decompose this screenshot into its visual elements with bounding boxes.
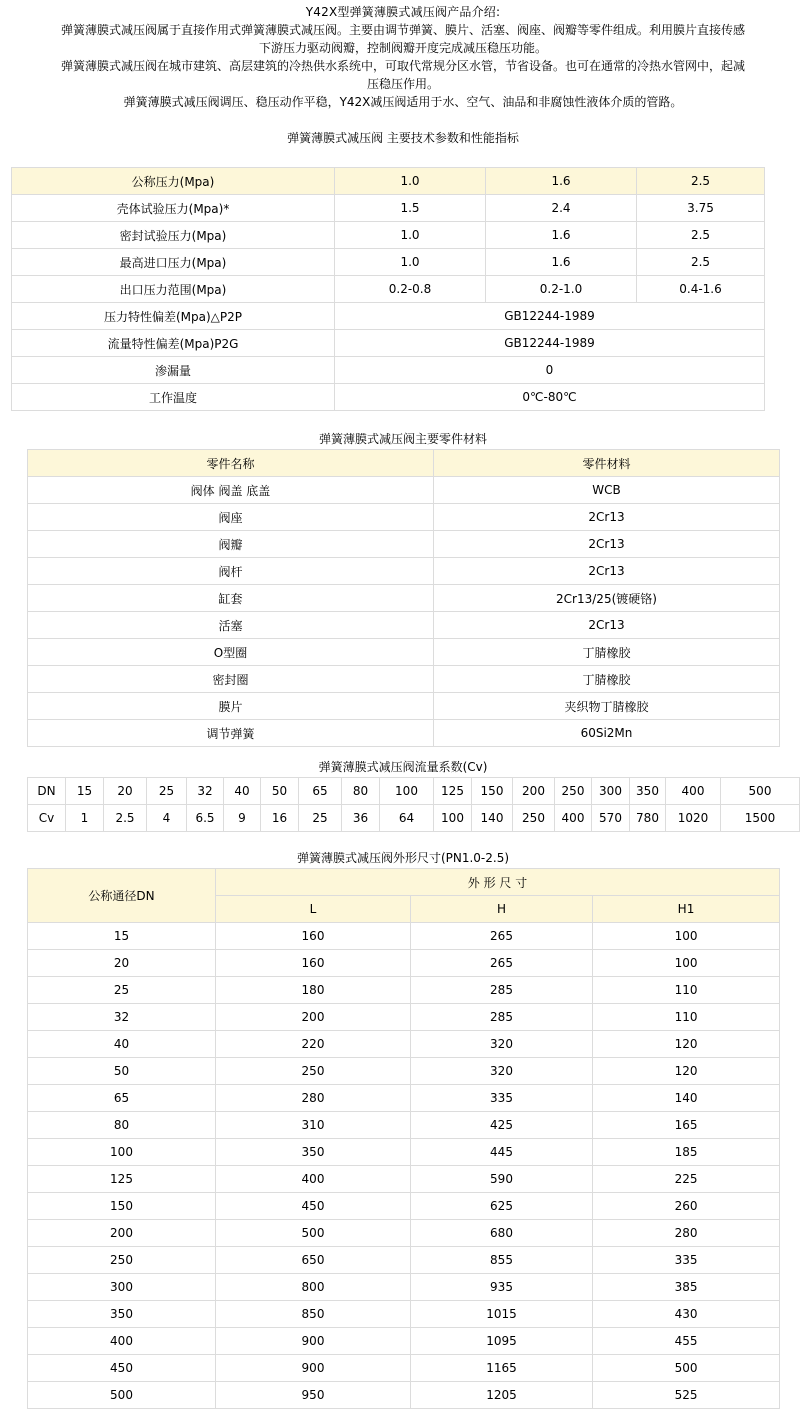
dims-row bbox=[28, 1355, 780, 1382]
materials-row bbox=[28, 477, 780, 504]
dims-value-cell: 100 bbox=[593, 923, 780, 950]
dims-dn-cell: 300 bbox=[28, 1274, 216, 1301]
materials-row bbox=[28, 612, 780, 639]
part-name-cell: 阀杆 bbox=[28, 558, 434, 585]
dims-value-cell: 950 bbox=[216, 1382, 411, 1409]
dims-value-cell: 335 bbox=[593, 1247, 780, 1274]
part-material-cell: 丁腈橡胶 bbox=[434, 639, 780, 666]
spec-row bbox=[12, 195, 765, 222]
dims-value-cell: 120 bbox=[593, 1031, 780, 1058]
part-material-cell: WCB bbox=[434, 477, 780, 504]
spec-value-cell: 0.2-0.8 bbox=[335, 276, 486, 303]
materials-row bbox=[28, 720, 780, 747]
dims-value-cell: 455 bbox=[593, 1328, 780, 1355]
spec-value-cell: 2.5 bbox=[637, 249, 765, 276]
dims-value-cell: 500 bbox=[216, 1220, 411, 1247]
dims-dn-cell: 350 bbox=[28, 1301, 216, 1328]
dims-row bbox=[28, 1031, 780, 1058]
materials-row bbox=[28, 504, 780, 531]
dims-value-cell: 900 bbox=[216, 1355, 411, 1382]
dims-value-cell: 1165 bbox=[411, 1355, 593, 1382]
dims-header-row bbox=[28, 869, 780, 896]
spec-header-cell: 1.0 bbox=[335, 168, 486, 195]
dims-value-cell: 1095 bbox=[411, 1328, 593, 1355]
part-material-cell: 60Si2Mn bbox=[434, 720, 780, 747]
spec-value-cell: 1.0 bbox=[335, 249, 486, 276]
dims-dn-cell: 400 bbox=[28, 1328, 216, 1355]
dims-value-cell: 320 bbox=[411, 1031, 593, 1058]
part-material-cell: 2Cr13 bbox=[434, 531, 780, 558]
dims-value-cell: 285 bbox=[411, 1004, 593, 1031]
dims-value-cell: 185 bbox=[593, 1139, 780, 1166]
dims-row bbox=[28, 1382, 780, 1409]
materials-header-cell: 零件材料 bbox=[434, 450, 780, 477]
part-material-cell: 夹织物丁腈橡胶 bbox=[434, 693, 780, 720]
dims-row bbox=[28, 1112, 780, 1139]
dims-value-cell: 160 bbox=[216, 923, 411, 950]
dims-value-cell: 385 bbox=[593, 1274, 780, 1301]
intro-paragraph-1-line-2: 下游压力驱动阀瓣，控制阀瓣开度完成减压稳压功能。 bbox=[258, 41, 547, 55]
dims-value-cell: 280 bbox=[216, 1085, 411, 1112]
part-name-cell: 阀体 阀盖 底盖 bbox=[28, 477, 434, 504]
spec-header-row bbox=[12, 168, 765, 195]
materials-table-caption: 弹簧薄膜式减压阀主要零件材料 bbox=[318, 432, 487, 446]
dims-value-cell: 525 bbox=[593, 1382, 780, 1409]
dims-value-cell: 1205 bbox=[411, 1382, 593, 1409]
dims-dn-cell: 150 bbox=[28, 1193, 216, 1220]
cv-dn-cell: 150 bbox=[472, 778, 513, 805]
materials-row bbox=[28, 666, 780, 693]
dims-row bbox=[28, 950, 780, 977]
spec-table bbox=[11, 167, 765, 411]
spec-param-label: 工作温度 bbox=[12, 384, 335, 411]
dims-value-cell: 220 bbox=[216, 1031, 411, 1058]
dims-value-cell: 650 bbox=[216, 1247, 411, 1274]
dims-dn-header: 公称通径DN bbox=[28, 869, 216, 923]
spec-row bbox=[12, 384, 765, 411]
dims-dn-cell: 25 bbox=[28, 977, 216, 1004]
dims-value-cell: 120 bbox=[593, 1058, 780, 1085]
dims-dn-cell: 40 bbox=[28, 1031, 216, 1058]
part-name-cell: O型圈 bbox=[28, 639, 434, 666]
materials-row bbox=[28, 558, 780, 585]
cv-table bbox=[27, 777, 800, 832]
spec-row bbox=[12, 276, 765, 303]
cv-value-cell: 1500 bbox=[721, 805, 800, 832]
dims-value-cell: 425 bbox=[411, 1112, 593, 1139]
spec-value-cell: 0℃-80℃ bbox=[335, 384, 765, 411]
spec-param-label: 出口压力范围(Mpa) bbox=[12, 276, 335, 303]
spec-value-cell: 2.5 bbox=[637, 222, 765, 249]
product-intro bbox=[0, 3, 806, 111]
cv-dn-cell: 100 bbox=[380, 778, 434, 805]
cv-value-cell: 400 bbox=[555, 805, 592, 832]
dims-value-cell: 850 bbox=[216, 1301, 411, 1328]
cv-cv-label: Cv bbox=[28, 805, 66, 832]
dims-value-cell: 430 bbox=[593, 1301, 780, 1328]
part-name-cell: 活塞 bbox=[28, 612, 434, 639]
spec-row bbox=[12, 222, 765, 249]
spec-value-cell: GB12244-1989 bbox=[335, 303, 765, 330]
cv-dn-cell: 400 bbox=[666, 778, 721, 805]
dims-dn-cell: 50 bbox=[28, 1058, 216, 1085]
cv-dn-row bbox=[28, 778, 800, 805]
dims-row bbox=[28, 923, 780, 950]
cv-value-cell: 140 bbox=[472, 805, 513, 832]
cv-table-caption: 弹簧薄膜式减压阀流量系数(Cv) bbox=[318, 760, 488, 774]
spec-row bbox=[12, 249, 765, 276]
dims-value-cell: 140 bbox=[593, 1085, 780, 1112]
dims-value-cell: 265 bbox=[411, 923, 593, 950]
dims-dn-cell: 20 bbox=[28, 950, 216, 977]
cv-dn-cell: 40 bbox=[224, 778, 261, 805]
part-name-cell: 膜片 bbox=[28, 693, 434, 720]
dims-value-cell: 400 bbox=[216, 1166, 411, 1193]
cv-dn-cell: 15 bbox=[66, 778, 104, 805]
spec-param-label: 密封试验压力(Mpa) bbox=[12, 222, 335, 249]
spec-value-cell: 2.4 bbox=[486, 195, 637, 222]
spec-value-cell: 3.75 bbox=[637, 195, 765, 222]
spec-param-label: 压力特性偏差(Mpa)△P2P bbox=[12, 303, 335, 330]
dims-value-cell: 200 bbox=[216, 1004, 411, 1031]
spec-param-label: 最高进口压力(Mpa) bbox=[12, 249, 335, 276]
materials-row bbox=[28, 531, 780, 558]
dims-row bbox=[28, 1301, 780, 1328]
dims-dn-cell: 250 bbox=[28, 1247, 216, 1274]
dims-col-header: L bbox=[216, 896, 411, 923]
spec-value-cell: 0 bbox=[335, 357, 765, 384]
spec-header-cell: 2.5 bbox=[637, 168, 765, 195]
dims-value-cell: 165 bbox=[593, 1112, 780, 1139]
cv-value-cell: 1020 bbox=[666, 805, 721, 832]
dims-col-header: H bbox=[411, 896, 593, 923]
cv-dn-cell: 50 bbox=[261, 778, 299, 805]
part-material-cell: 丁腈橡胶 bbox=[434, 666, 780, 693]
dims-value-cell: 445 bbox=[411, 1139, 593, 1166]
dims-dn-cell: 100 bbox=[28, 1139, 216, 1166]
cv-dn-cell: 25 bbox=[147, 778, 187, 805]
spec-row bbox=[12, 357, 765, 384]
cv-value-cell: 25 bbox=[299, 805, 342, 832]
dims-row bbox=[28, 977, 780, 1004]
cv-value-cell: 9 bbox=[224, 805, 261, 832]
part-material-cell: 2Cr13 bbox=[434, 504, 780, 531]
cv-value-row bbox=[28, 805, 800, 832]
cv-value-cell: 570 bbox=[592, 805, 630, 832]
dims-value-cell: 225 bbox=[593, 1166, 780, 1193]
spec-value-cell: 0.4-1.6 bbox=[637, 276, 765, 303]
part-name-cell: 调节弹簧 bbox=[28, 720, 434, 747]
dims-row bbox=[28, 1247, 780, 1274]
dims-table bbox=[27, 868, 780, 1409]
spec-value-cell: GB12244-1989 bbox=[335, 330, 765, 357]
dims-dn-cell: 15 bbox=[28, 923, 216, 950]
dims-value-cell: 320 bbox=[411, 1058, 593, 1085]
dims-value-cell: 335 bbox=[411, 1085, 593, 1112]
cv-dn-label: DN bbox=[28, 778, 66, 805]
cv-dn-cell: 32 bbox=[187, 778, 224, 805]
spec-table-caption: 弹簧薄膜式减压阀 主要技术参数和性能指标 bbox=[287, 131, 519, 145]
spec-param-label: 壳体试验压力(Mpa)* bbox=[12, 195, 335, 222]
intro-paragraph-1-line-1: 弹簧薄膜式减压阀属于直接作用式弹簧薄膜式减压阀。主要由调节弹簧、膜片、活塞、阀座、阀瓣等零件组成。利用膜片直接传感 bbox=[60, 23, 745, 37]
dims-value-cell: 680 bbox=[411, 1220, 593, 1247]
intro-paragraph-2-line-2: 压稳压作用。 bbox=[366, 77, 439, 91]
dims-value-cell: 250 bbox=[216, 1058, 411, 1085]
dims-value-cell: 160 bbox=[216, 950, 411, 977]
dims-value-cell: 500 bbox=[593, 1355, 780, 1382]
materials-table bbox=[27, 449, 780, 747]
intro-paragraph-2-line-1: 弹簧薄膜式减压阀在城市建筑、高层建筑的冷热供水系统中，可取代常规分区水管，节省设备。也可在通常的冷热水管网中，起减 bbox=[60, 59, 745, 73]
dims-value-cell: 110 bbox=[593, 977, 780, 1004]
dims-value-cell: 590 bbox=[411, 1166, 593, 1193]
dims-value-cell: 260 bbox=[593, 1193, 780, 1220]
spec-header-cell: 公称压力(Mpa) bbox=[12, 168, 335, 195]
dims-value-cell: 350 bbox=[216, 1139, 411, 1166]
cv-dn-cell: 250 bbox=[555, 778, 592, 805]
spec-value-cell: 1.0 bbox=[335, 222, 486, 249]
cv-value-cell: 16 bbox=[261, 805, 299, 832]
dims-value-cell: 100 bbox=[593, 950, 780, 977]
dims-row bbox=[28, 1166, 780, 1193]
spec-row bbox=[12, 330, 765, 357]
part-name-cell: 阀座 bbox=[28, 504, 434, 531]
dims-value-cell: 1015 bbox=[411, 1301, 593, 1328]
dims-value-cell: 900 bbox=[216, 1328, 411, 1355]
spec-param-label: 流量特性偏差(Mpa)P2G bbox=[12, 330, 335, 357]
dims-value-cell: 800 bbox=[216, 1274, 411, 1301]
dims-row bbox=[28, 1328, 780, 1355]
dims-dn-cell: 80 bbox=[28, 1112, 216, 1139]
dims-group-header: 外 形 尺 寸 bbox=[216, 869, 780, 896]
dims-row bbox=[28, 1058, 780, 1085]
dims-value-cell: 935 bbox=[411, 1274, 593, 1301]
dims-row bbox=[28, 1085, 780, 1112]
part-material-cell: 2Cr13 bbox=[434, 612, 780, 639]
dims-row bbox=[28, 1193, 780, 1220]
dims-value-cell: 855 bbox=[411, 1247, 593, 1274]
dims-dn-cell: 200 bbox=[28, 1220, 216, 1247]
spec-value-cell: 1.5 bbox=[335, 195, 486, 222]
dims-value-cell: 625 bbox=[411, 1193, 593, 1220]
dims-value-cell: 450 bbox=[216, 1193, 411, 1220]
materials-row bbox=[28, 639, 780, 666]
spec-header-cell: 1.6 bbox=[486, 168, 637, 195]
dims-row bbox=[28, 1274, 780, 1301]
cv-dn-cell: 80 bbox=[342, 778, 380, 805]
spec-row bbox=[12, 303, 765, 330]
part-material-cell: 2Cr13/25(镀硬铬) bbox=[434, 585, 780, 612]
dims-value-cell: 110 bbox=[593, 1004, 780, 1031]
intro-paragraph-3: 弹簧薄膜式减压阀调压、稳压动作平稳，Y42X减压阀适用于水、空气、油品和非腐蚀性液体介质的管路。 bbox=[123, 95, 683, 109]
cv-dn-cell: 125 bbox=[434, 778, 472, 805]
materials-row bbox=[28, 585, 780, 612]
materials-header-row bbox=[28, 450, 780, 477]
intro-title: Y42X型弹簧薄膜式减压阀产品介绍: bbox=[305, 5, 501, 19]
cv-value-cell: 4 bbox=[147, 805, 187, 832]
cv-dn-cell: 500 bbox=[721, 778, 800, 805]
cv-value-cell: 64 bbox=[380, 805, 434, 832]
dims-value-cell: 285 bbox=[411, 977, 593, 1004]
spec-value-cell: 0.2-1.0 bbox=[486, 276, 637, 303]
cv-value-cell: 100 bbox=[434, 805, 472, 832]
dims-dn-cell: 32 bbox=[28, 1004, 216, 1031]
cv-dn-cell: 20 bbox=[104, 778, 147, 805]
part-name-cell: 阀瓣 bbox=[28, 531, 434, 558]
cv-dn-cell: 200 bbox=[513, 778, 555, 805]
dims-dn-cell: 450 bbox=[28, 1355, 216, 1382]
part-name-cell: 缸套 bbox=[28, 585, 434, 612]
dims-row bbox=[28, 1004, 780, 1031]
cv-value-cell: 2.5 bbox=[104, 805, 147, 832]
cv-dn-cell: 300 bbox=[592, 778, 630, 805]
dims-dn-cell: 500 bbox=[28, 1382, 216, 1409]
dims-dn-cell: 65 bbox=[28, 1085, 216, 1112]
cv-dn-cell: 65 bbox=[299, 778, 342, 805]
cv-value-cell: 780 bbox=[630, 805, 666, 832]
spec-value-cell: 1.6 bbox=[486, 249, 637, 276]
dims-value-cell: 310 bbox=[216, 1112, 411, 1139]
dims-col-header: H1 bbox=[593, 896, 780, 923]
spec-param-label: 渗漏量 bbox=[12, 357, 335, 384]
dims-value-cell: 180 bbox=[216, 977, 411, 1004]
cv-value-cell: 36 bbox=[342, 805, 380, 832]
cv-value-cell: 6.5 bbox=[187, 805, 224, 832]
cv-dn-cell: 350 bbox=[630, 778, 666, 805]
dims-row bbox=[28, 1220, 780, 1247]
dims-value-cell: 265 bbox=[411, 950, 593, 977]
dims-row bbox=[28, 1139, 780, 1166]
part-name-cell: 密封圈 bbox=[28, 666, 434, 693]
part-material-cell: 2Cr13 bbox=[434, 558, 780, 585]
dims-dn-cell: 125 bbox=[28, 1166, 216, 1193]
spec-value-cell: 1.6 bbox=[486, 222, 637, 249]
dims-value-cell: 280 bbox=[593, 1220, 780, 1247]
materials-row bbox=[28, 693, 780, 720]
dims-table-caption: 弹簧薄膜式减压阀外形尺寸(PN1.0-2.5) bbox=[296, 851, 510, 865]
cv-value-cell: 250 bbox=[513, 805, 555, 832]
cv-value-cell: 1 bbox=[66, 805, 104, 832]
materials-header-cell: 零件名称 bbox=[28, 450, 434, 477]
